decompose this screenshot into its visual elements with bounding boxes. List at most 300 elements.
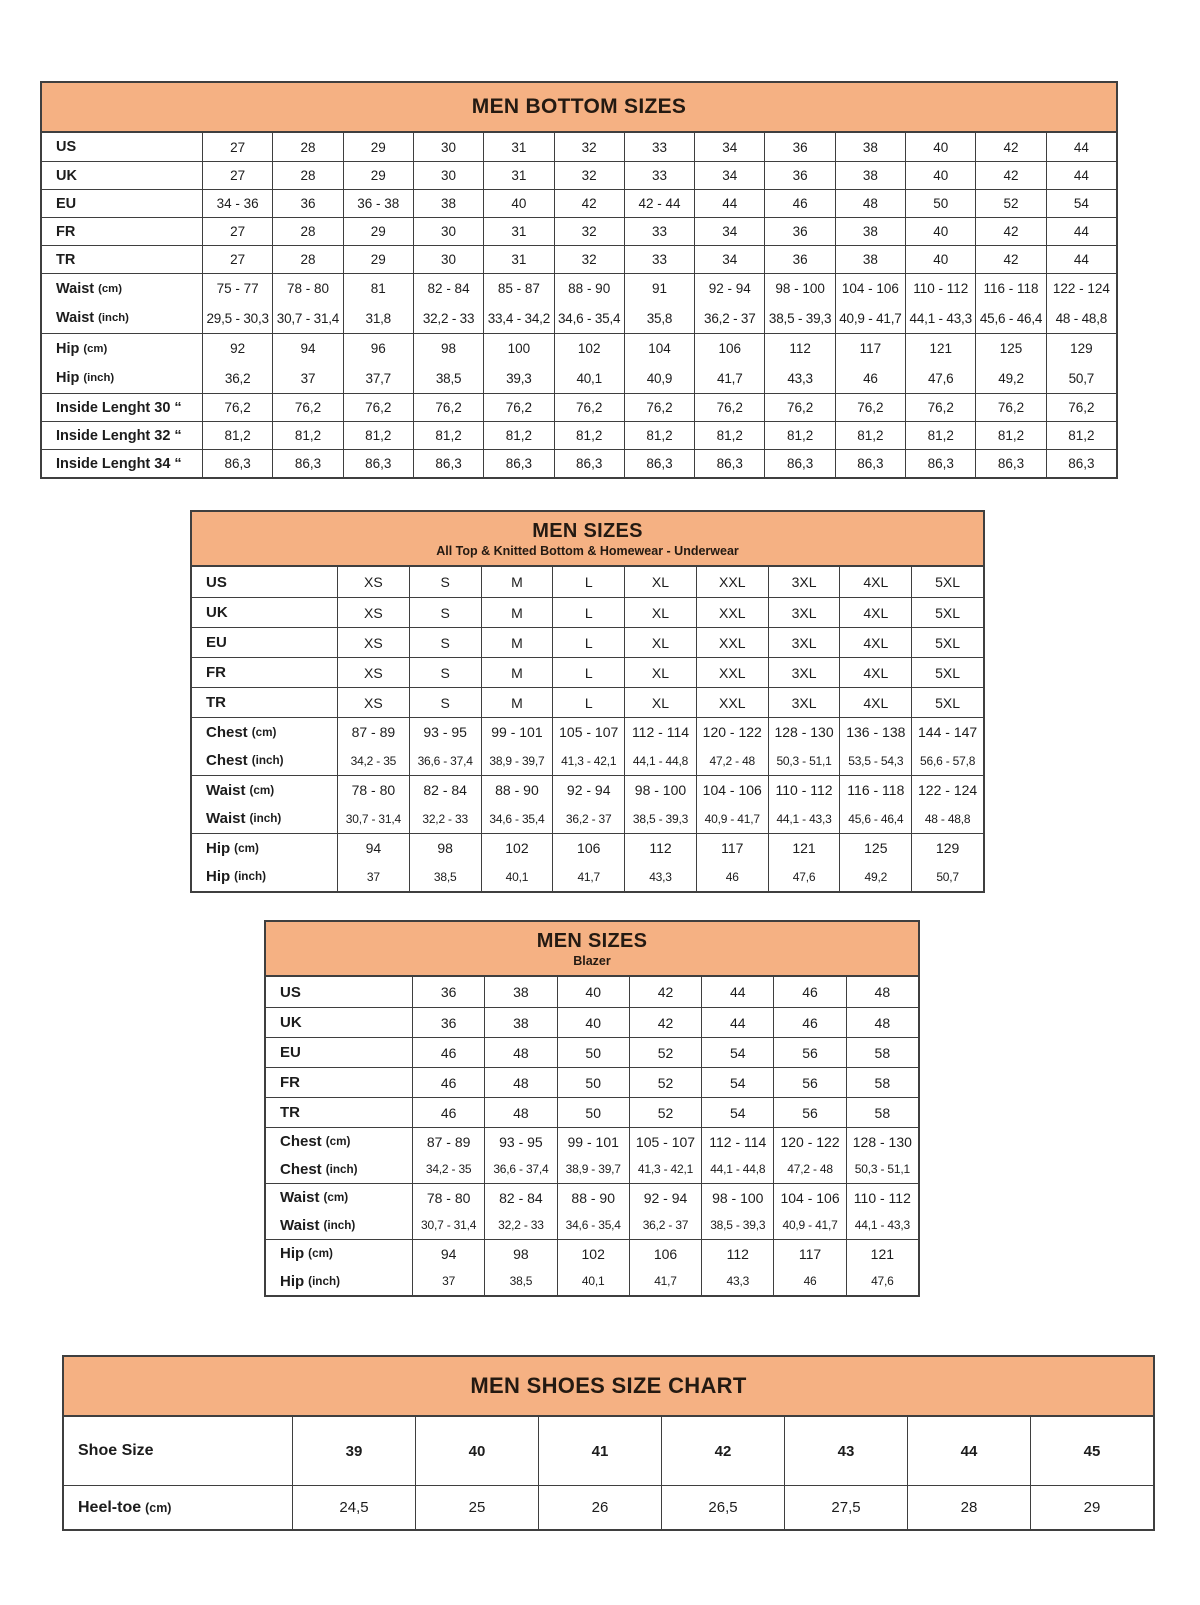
row-label-text: FR	[56, 223, 76, 240]
table-body	[42, 133, 1116, 477]
row-label	[192, 688, 337, 717]
table-row	[42, 303, 1116, 333]
table-cell: 104 - 106	[696, 776, 768, 804]
table-cell: XS	[337, 688, 409, 717]
table-row	[42, 133, 1116, 161]
table-row	[266, 977, 918, 1007]
table-cell: 56	[773, 1038, 845, 1067]
row-label	[42, 394, 202, 421]
table-cell: 27	[202, 246, 272, 273]
table-cell: 42	[629, 977, 701, 1007]
table-cell: 94	[337, 834, 409, 862]
row-label	[266, 1098, 412, 1127]
row-label-unit: (cm)	[308, 1247, 333, 1260]
table-cell: 86,3	[905, 450, 975, 477]
table-row	[266, 1127, 918, 1155]
table-cell: 36	[764, 246, 834, 273]
row-label-unit: (inch)	[234, 870, 266, 883]
table-cell: 81,2	[764, 422, 834, 449]
row-label	[42, 274, 202, 303]
table-row	[42, 273, 1116, 303]
row-label	[64, 1486, 292, 1529]
row-label-text: Waist	[280, 1189, 320, 1206]
row-label-text: UK	[280, 1014, 302, 1031]
table-cell: 29	[343, 246, 413, 273]
table-cell: 91	[624, 274, 694, 303]
table-cell: 38	[413, 190, 483, 217]
table-cell: 100	[483, 334, 553, 363]
table-cell: 36,6 - 37,4	[484, 1155, 556, 1183]
table-cell: 36,2 - 37	[629, 1211, 701, 1239]
table-cell: 25	[415, 1486, 538, 1529]
table-cell: XL	[624, 658, 696, 687]
table-cell: 46	[773, 1008, 845, 1037]
table-row	[42, 333, 1116, 363]
table-cell: 40,1	[481, 862, 553, 891]
table-cell: 40,1	[557, 1267, 629, 1295]
table-cell: 86,3	[202, 450, 272, 477]
row-label-unit: (inch)	[98, 312, 129, 324]
table-cell: 78 - 80	[412, 1184, 484, 1211]
table-cell: 37	[272, 363, 342, 393]
table-cell: 56	[773, 1098, 845, 1127]
table-cell: 76,2	[694, 394, 764, 421]
row-label-text: Shoe Size	[78, 1442, 154, 1459]
table-cell: 47,2 - 48	[773, 1155, 845, 1183]
table-cell: 122 - 124	[1046, 274, 1116, 303]
table-cell: XS	[337, 598, 409, 627]
table-cell: 44	[701, 977, 773, 1007]
row-label	[266, 1184, 412, 1211]
table-header	[42, 83, 1116, 133]
table-cell: S	[409, 598, 481, 627]
row-label-unit: (cm)	[145, 1500, 172, 1515]
table-row	[42, 421, 1116, 449]
table-cell: 81,2	[554, 422, 624, 449]
row-label-text: Hip	[56, 340, 80, 357]
row-label-text: Waist	[56, 310, 95, 326]
table-cell: 27	[202, 162, 272, 189]
row-label-text: Chest	[280, 1160, 322, 1178]
table-cell: 48	[484, 1038, 556, 1067]
table-cell: 38	[835, 246, 905, 273]
table-cell: 32	[554, 133, 624, 161]
table-cell: 86,3	[483, 450, 553, 477]
table-cell: 4XL	[839, 567, 911, 597]
row-label	[64, 1417, 292, 1485]
table-cell: 52	[975, 190, 1045, 217]
table-body	[266, 977, 918, 1295]
table-cell: 5XL	[911, 567, 983, 597]
table-cell: 105 - 107	[552, 718, 624, 746]
table-cell: 44	[701, 1008, 773, 1037]
row-label-unit: (inch)	[323, 1218, 356, 1232]
table-cell: 86,3	[1046, 450, 1116, 477]
table-cell: 44	[907, 1417, 1030, 1485]
row-label-text: EU	[280, 1044, 301, 1061]
table-cell: 76,2	[975, 394, 1045, 421]
table-cell: 3XL	[768, 688, 840, 717]
table-cell: 28	[272, 133, 342, 161]
table-cell: 46	[412, 1068, 484, 1097]
table-cell: 121	[846, 1240, 918, 1267]
table-cell: 43,3	[764, 363, 834, 393]
table-cell: 38,5 - 39,3	[764, 303, 834, 333]
table-cell: 29	[343, 162, 413, 189]
table-cell: 82 - 84	[409, 776, 481, 804]
row-label-text: UK	[206, 604, 228, 621]
table-cell: 34	[694, 133, 764, 161]
table-cell: 41,7	[629, 1267, 701, 1295]
table-cell: 27,5	[784, 1486, 907, 1529]
table-cell: 117	[696, 834, 768, 862]
table-cell: 44,1 - 44,8	[701, 1155, 773, 1183]
table-cell: 76,2	[554, 394, 624, 421]
table-cell: 81,2	[905, 422, 975, 449]
table-cell: XXL	[696, 628, 768, 657]
table-cell: 37,7	[343, 363, 413, 393]
table-cell: 112 - 114	[624, 718, 696, 746]
row-label	[266, 977, 412, 1007]
table-row	[266, 1007, 918, 1037]
table-cell: 30,7 - 31,4	[412, 1211, 484, 1239]
table-cell: 81,2	[975, 422, 1045, 449]
table-cell: 31	[483, 218, 553, 245]
table-cell: L	[552, 567, 624, 597]
row-label-text: Hip	[280, 1245, 305, 1262]
table-cell: 48 - 48,8	[911, 804, 983, 833]
row-label-text: Chest	[206, 752, 248, 769]
table-row	[42, 393, 1116, 421]
table-cell: 34	[694, 246, 764, 273]
table-cell: 120 - 122	[773, 1128, 845, 1155]
row-label	[266, 1128, 412, 1155]
table-cell: 81,2	[483, 422, 553, 449]
row-label	[192, 567, 337, 597]
table-row	[192, 862, 983, 891]
table-cell: 42	[661, 1417, 784, 1485]
table-cell: 105 - 107	[629, 1128, 701, 1155]
table-cell: 34,6 - 35,4	[554, 303, 624, 333]
table-title: MEN SIZES	[532, 519, 643, 542]
table-cell: 26,5	[661, 1486, 784, 1529]
table-cell: 40	[557, 1008, 629, 1037]
table-cell: 42	[554, 190, 624, 217]
table-cell: M	[481, 598, 553, 627]
row-label	[266, 1068, 412, 1097]
row-label	[192, 628, 337, 657]
table-cell: 40,9 - 41,7	[773, 1211, 845, 1239]
table-cell: S	[409, 567, 481, 597]
row-label-text: Waist	[56, 280, 95, 297]
table-cell: XS	[337, 628, 409, 657]
table-cell: 50,7	[911, 862, 983, 891]
table-cell: 116 - 118	[975, 274, 1045, 303]
table-cell: 32	[554, 162, 624, 189]
table-cell: 43,3	[701, 1267, 773, 1295]
row-label-text: FR	[206, 664, 226, 681]
row-label	[192, 718, 337, 746]
table-cell: 104	[624, 334, 694, 363]
table-cell: 40	[905, 246, 975, 273]
table-cell: 44	[1046, 133, 1116, 161]
table-row	[192, 567, 983, 597]
table-cell: 40,9	[624, 363, 694, 393]
table-cell: 46	[773, 1267, 845, 1295]
table-cell: 38	[835, 133, 905, 161]
row-label	[266, 1038, 412, 1067]
table-cell: 38,5	[484, 1267, 556, 1295]
table-cell: 32,2 - 33	[484, 1211, 556, 1239]
table-cell: 86,3	[975, 450, 1045, 477]
table-cell: 38,5 - 39,3	[701, 1211, 773, 1239]
table-cell: 81,2	[413, 422, 483, 449]
row-label	[192, 598, 337, 627]
table-cell: 44,1 - 44,8	[624, 746, 696, 775]
table-cell: 117	[835, 334, 905, 363]
table-cell: 4XL	[839, 628, 911, 657]
table-cell: 3XL	[768, 628, 840, 657]
table-header	[192, 512, 983, 567]
table-cell: 102	[557, 1240, 629, 1267]
table-cell: 78 - 80	[337, 776, 409, 804]
table-cell: 50	[905, 190, 975, 217]
table-cell: 36 - 38	[343, 190, 413, 217]
table-row	[266, 1155, 918, 1183]
table-row	[266, 1097, 918, 1127]
table-cell: 110 - 112	[768, 776, 840, 804]
table-cell: 86,3	[272, 450, 342, 477]
table-cell: 5XL	[911, 628, 983, 657]
table-cell: 37	[337, 862, 409, 891]
table-row	[192, 627, 983, 657]
table-body	[192, 567, 983, 891]
table-cell: 81,2	[343, 422, 413, 449]
table-cell: 42 - 44	[624, 190, 694, 217]
table-cell: 45	[1030, 1417, 1153, 1485]
table-subtitle: Blazer	[573, 953, 611, 968]
table-cell: 34 - 36	[202, 190, 272, 217]
table-cell: 28	[272, 246, 342, 273]
row-label-text: EU	[206, 634, 227, 651]
table-row	[42, 245, 1116, 273]
table-cell: S	[409, 628, 481, 657]
row-label	[266, 1240, 412, 1267]
table-cell: 42	[975, 133, 1045, 161]
table-subtitle: All Top & Knitted Bottom & Homewear - Underwear	[436, 543, 739, 558]
table-cell: 40,9 - 41,7	[696, 804, 768, 833]
table-cell: 81,2	[694, 422, 764, 449]
table-cell: 30,7 - 31,4	[337, 804, 409, 833]
row-label	[42, 162, 202, 189]
table-cell: 36	[272, 190, 342, 217]
row-label-unit: (cm)	[98, 282, 122, 295]
table-cell: L	[552, 628, 624, 657]
table-cell: 82 - 84	[413, 274, 483, 303]
table-row	[192, 717, 983, 746]
table-cell: 122 - 124	[911, 776, 983, 804]
row-label-unit: (cm)	[325, 1135, 351, 1148]
table-cell: 81,2	[835, 422, 905, 449]
table-cell: 30	[413, 246, 483, 273]
table-cell: 42	[629, 1008, 701, 1037]
table-cell: 34,2 - 35	[412, 1155, 484, 1183]
table-cell: 54	[701, 1098, 773, 1127]
table-row	[266, 1239, 918, 1267]
table-cell: 45,6 - 46,4	[975, 303, 1045, 333]
table-cell: 81,2	[272, 422, 342, 449]
table-cell: 78 - 80	[272, 274, 342, 303]
row-label-text: US	[56, 139, 77, 155]
table-row	[192, 746, 983, 775]
table-cell: 81,2	[624, 422, 694, 449]
table-cell: 86,3	[694, 450, 764, 477]
table-cell: 86,3	[764, 450, 834, 477]
row-label-text: Hip	[56, 370, 80, 386]
table-cell: 56	[773, 1068, 845, 1097]
table-cell: 48	[846, 1008, 918, 1037]
row-label	[42, 218, 202, 245]
row-label	[42, 422, 202, 449]
table-cell: 110 - 112	[905, 274, 975, 303]
row-label-text: Waist	[206, 810, 246, 827]
table-row	[42, 189, 1116, 217]
row-label-unit: (inch)	[83, 372, 115, 384]
table-cell: L	[552, 598, 624, 627]
row-label-text: US	[280, 983, 301, 1001]
table-cell: M	[481, 688, 553, 717]
table-cell: 30	[413, 218, 483, 245]
table-row	[192, 804, 983, 833]
table-cell: 128 - 130	[846, 1128, 918, 1155]
table-cell: 39,3	[483, 363, 553, 393]
table-cell: 33	[624, 246, 694, 273]
table-row	[42, 449, 1116, 477]
table-cell: 33	[624, 162, 694, 189]
table-cell: 40	[905, 218, 975, 245]
table-cell: 38	[484, 1008, 556, 1037]
table-cell: 4XL	[839, 598, 911, 627]
table-row	[266, 1037, 918, 1067]
table-cell: 41,3 - 42,1	[552, 746, 624, 775]
table-cell: 4XL	[839, 688, 911, 717]
table-cell: 45,6 - 46,4	[839, 804, 911, 833]
table-cell: 48	[846, 977, 918, 1007]
row-label	[266, 1211, 412, 1239]
table-cell: 44	[1046, 162, 1116, 189]
table-cell: 94	[412, 1240, 484, 1267]
row-label	[42, 450, 202, 477]
table-cell: 41,3 - 42,1	[629, 1155, 701, 1183]
table-cell: 129	[911, 834, 983, 862]
table-row	[192, 833, 983, 862]
table-cell: XXL	[696, 598, 768, 627]
table-cell: 29	[1030, 1486, 1153, 1529]
table-cell: 32,2 - 33	[409, 804, 481, 833]
row-label	[192, 746, 337, 775]
table-cell: XL	[624, 628, 696, 657]
table-cell: 38	[835, 218, 905, 245]
table-cell: 38,9 - 39,7	[481, 746, 553, 775]
table-row	[64, 1485, 1153, 1529]
row-label	[192, 834, 337, 862]
table-cell: 136 - 138	[839, 718, 911, 746]
table-cell: 34,6 - 35,4	[481, 804, 553, 833]
table-cell: S	[409, 688, 481, 717]
table-row	[266, 1211, 918, 1239]
table-cell: 92 - 94	[629, 1184, 701, 1211]
row-label-text: Hip	[206, 839, 231, 857]
table-cell: 41,7	[694, 363, 764, 393]
table-cell: 27	[202, 133, 272, 161]
table-cell: XS	[337, 567, 409, 597]
table-cell: 76,2	[343, 394, 413, 421]
row-label-text: Inside Lenght 34 “	[56, 455, 182, 472]
table-cell: 30	[413, 133, 483, 161]
table-cell: 50	[557, 1068, 629, 1097]
table-cell: 50,3 - 51,1	[846, 1155, 918, 1183]
table-cell: M	[481, 658, 553, 687]
table-cell: 98 - 100	[701, 1184, 773, 1211]
table-cell: XXL	[696, 658, 768, 687]
table-cell: 43	[784, 1417, 907, 1485]
table-row	[266, 1267, 918, 1295]
table-cell: 28	[272, 162, 342, 189]
table-cell: 36	[412, 1008, 484, 1037]
table-cell: 24,5	[292, 1486, 415, 1529]
table-cell: 76,2	[413, 394, 483, 421]
table-cell: 58	[846, 1038, 918, 1067]
table-row	[192, 657, 983, 687]
table-cell: 116 - 118	[839, 776, 911, 804]
table-cell: 92 - 94	[694, 274, 764, 303]
table-cell: 112	[701, 1240, 773, 1267]
table-row	[64, 1417, 1153, 1485]
table-cell: 5XL	[911, 658, 983, 687]
table-cell: 39	[292, 1417, 415, 1485]
table-cell: 128 - 130	[768, 718, 840, 746]
table-cell: 112	[624, 834, 696, 862]
table-cell: 102	[554, 334, 624, 363]
table-cell: 86,3	[835, 450, 905, 477]
table-cell: 106	[552, 834, 624, 862]
table-cell: 47,2 - 48	[696, 746, 768, 775]
table-cell: 38,5	[413, 363, 483, 393]
table-cell: 50,3 - 51,1	[768, 746, 840, 775]
row-label-text: TR	[206, 694, 226, 711]
row-label-unit: (cm)	[234, 841, 259, 855]
table-cell: 40	[415, 1417, 538, 1485]
table-cell: 5XL	[911, 688, 983, 717]
table-cell: 40,9 - 41,7	[835, 303, 905, 333]
table-cell: 110 - 112	[846, 1184, 918, 1211]
table-cell: 98	[409, 834, 481, 862]
table-cell: 40	[483, 190, 553, 217]
table-cell: 32	[554, 246, 624, 273]
table-cell: 33	[624, 218, 694, 245]
table-cell: 44	[1046, 218, 1116, 245]
table-cell: 52	[629, 1098, 701, 1127]
table-cell: 5XL	[911, 598, 983, 627]
table-cell: 49,2	[839, 862, 911, 891]
table-cell: 52	[629, 1068, 701, 1097]
table-cell: 52	[629, 1038, 701, 1067]
row-label-text: Hip	[280, 1272, 305, 1290]
table-cell: 82 - 84	[484, 1184, 556, 1211]
table-cell: 42	[975, 218, 1045, 245]
row-label-unit: (inch)	[308, 1274, 340, 1288]
table-cell: 106	[629, 1240, 701, 1267]
